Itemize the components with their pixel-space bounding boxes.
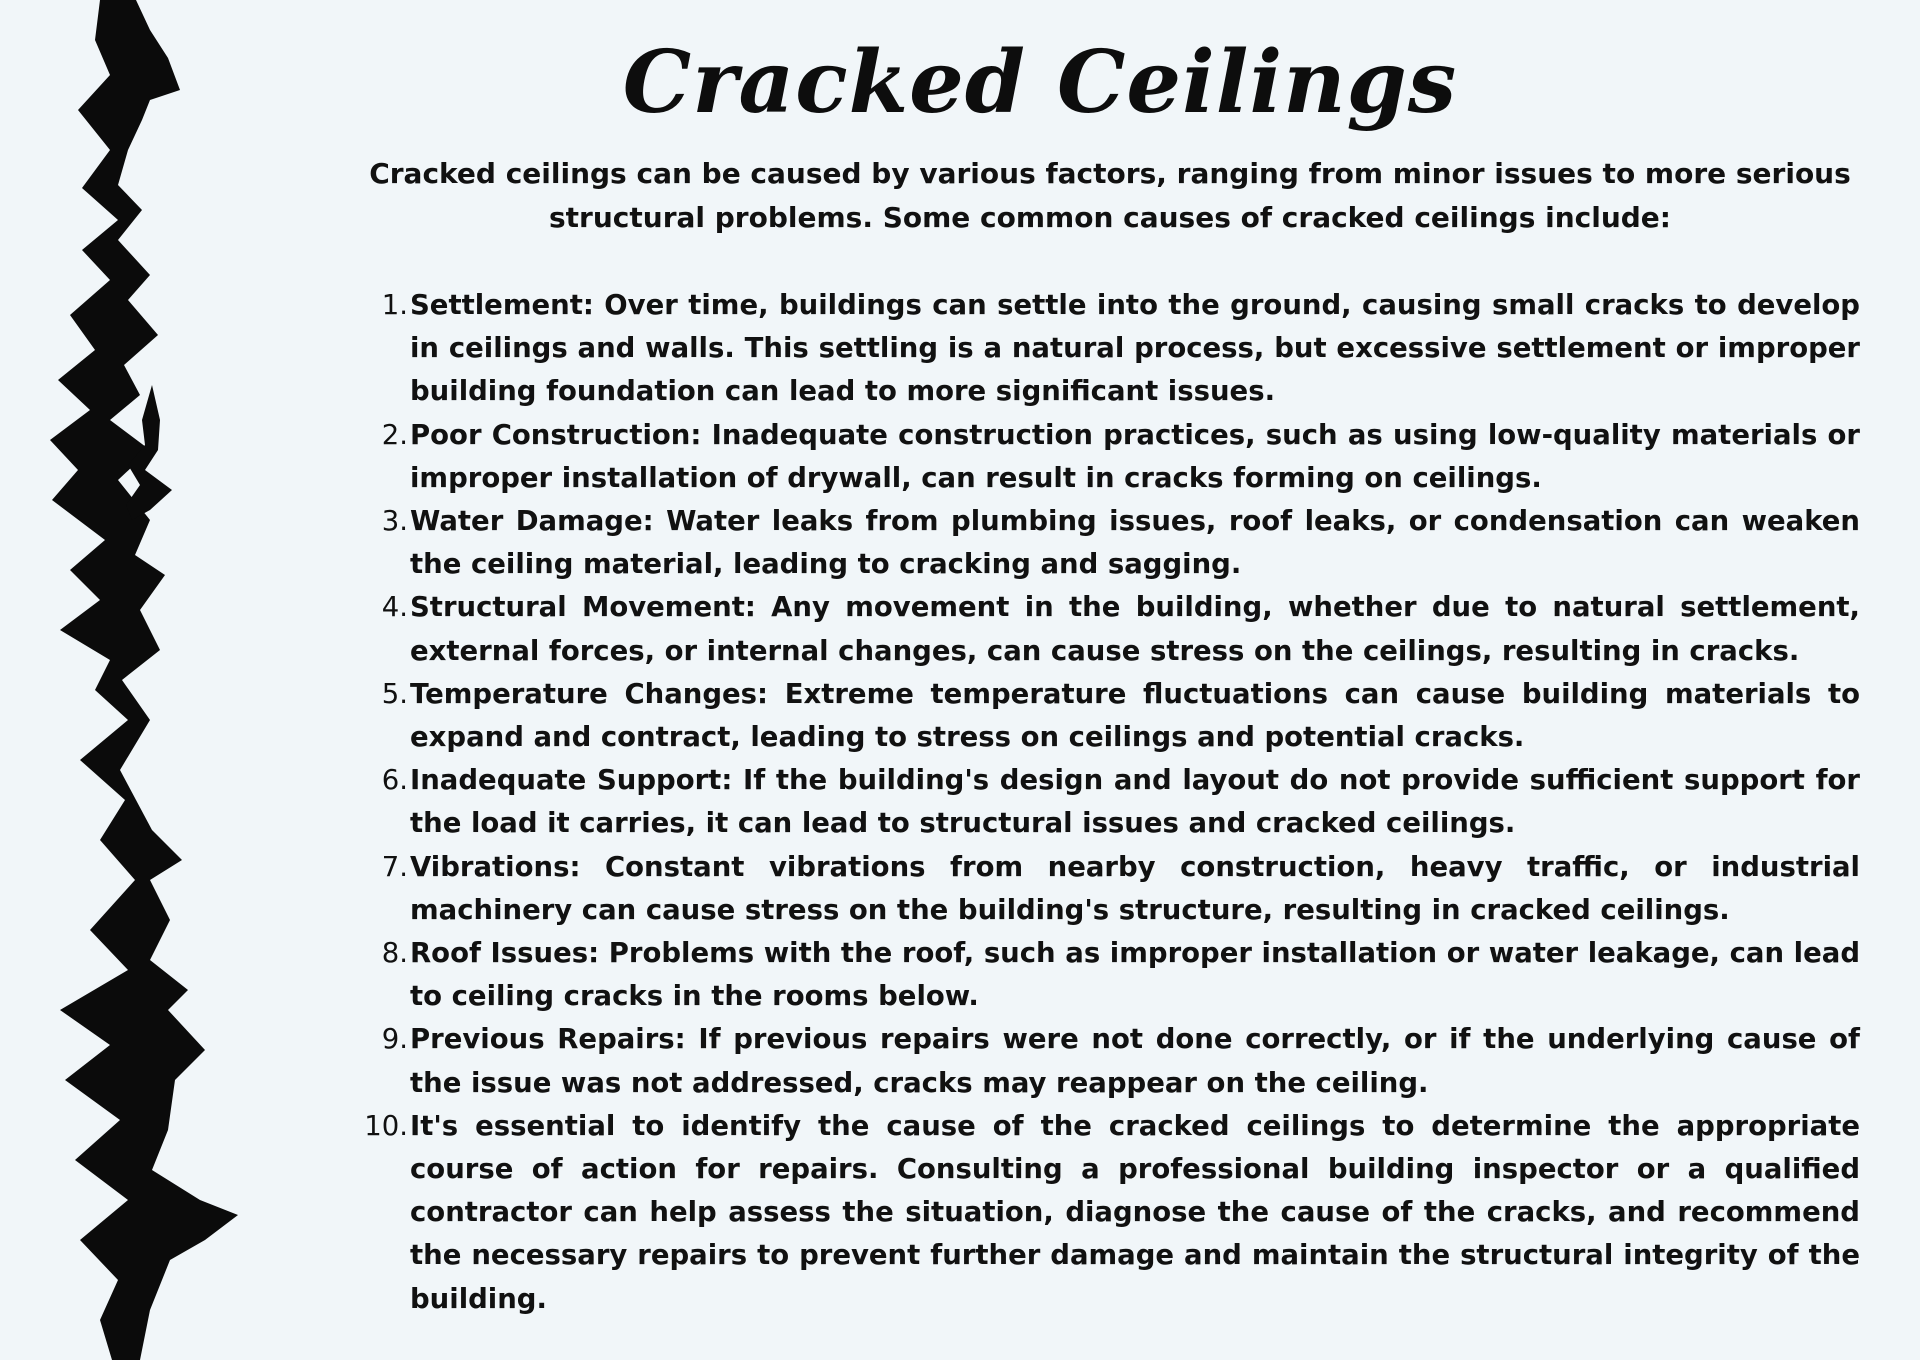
crack-illustration [0, 0, 280, 1360]
list-item-text: Previous Repairs: If previous repairs were not done correctly, or if the underlying cause of the issue was not addressed, cracks may reappear on the ceiling. [410, 1023, 1860, 1099]
list-item [381, 846, 1860, 932]
causes-list [364, 284, 1860, 1321]
list-item [381, 414, 1860, 500]
list-item [381, 284, 1860, 414]
list-item-text: Roof Issues: Problems with the roof, such as improper installation or water leakage, can lead to ceiling cracks in the rooms below. [410, 937, 1860, 1013]
list-item [381, 759, 1860, 845]
list-item-number: 3. [381, 505, 408, 538]
list-item [364, 1105, 1860, 1321]
list-item-number: 1. [381, 289, 408, 321]
list-item-number: 6. [381, 764, 408, 797]
list-item-text: Settlement: Over time, buildings can settle into the ground, causing small cracks to develop in ceilings and walls. This settling is a natural process, but excessive settlement or improper building foundation can lead to more significant issues. [410, 289, 1860, 408]
list-item-text: Water Damage: Water leaks from plumbing issues, roof leaks, or condensation can weaken the ceiling material, leading to cracking and sagging. [410, 505, 1860, 581]
list-item [381, 673, 1860, 759]
list-item [381, 586, 1860, 672]
list-item-text: It's essential to identify the cause of the cracked ceilings to determine the appropriate course of action for repairs. Consulting a professional building inspector or a qualified contractor can help assess the situation, diagnose the cause of the cracks, and recommend the necessary repairs to prevent further damage and maintain the structural integrity of the building. [410, 1109, 1860, 1315]
list-item [381, 500, 1860, 586]
list-item-number: 7. [381, 850, 408, 883]
intro-paragraph: Cracked ceilings can be caused by various factors, ranging from minor issues to more serious structural problems. Some common causes of cracked ceilings include: [369, 157, 1851, 234]
list-item-text: Structural Movement: Any movement in the building, whether due to natural settlement, external forces, or internal changes, can cause stress on the ceilings, resulting in cracks. [410, 591, 1860, 667]
list-item-number: 9. [381, 1023, 408, 1056]
list-item [381, 932, 1860, 1018]
list-item-number: 8. [381, 937, 408, 970]
page-title: Cracked Ceilings [622, 32, 1458, 133]
list-item-text: Poor Construction: Inadequate construction practices, such as using low-quality materials or improper installation of drywall, can result in cracks forming on ceilings. [410, 418, 1860, 494]
crack-main-shape [50, 0, 238, 1360]
list-item-text: Vibrations: Constant vibrations from nearby construction, heavy traffic, or industrial machinery can cause stress on the building's structure, resulting in cracked ceilings. [410, 850, 1860, 926]
list-item-text: Inadequate Support: If the building's design and layout do not provide sufficient support for the load it carries, it can lead to structural issues and cracked ceilings. [410, 764, 1860, 840]
list-item-number: 4. [381, 591, 408, 624]
list-item-text: Temperature Changes: Extreme temperature fluctuations can cause building materials to expand and contract, leading to stress on ceilings and potential cracks. [410, 677, 1860, 754]
list-item-number: 10. [364, 1109, 408, 1142]
list-item-number: 2. [381, 418, 408, 451]
list-item [381, 1018, 1860, 1104]
list-item-number: 5. [381, 677, 408, 710]
